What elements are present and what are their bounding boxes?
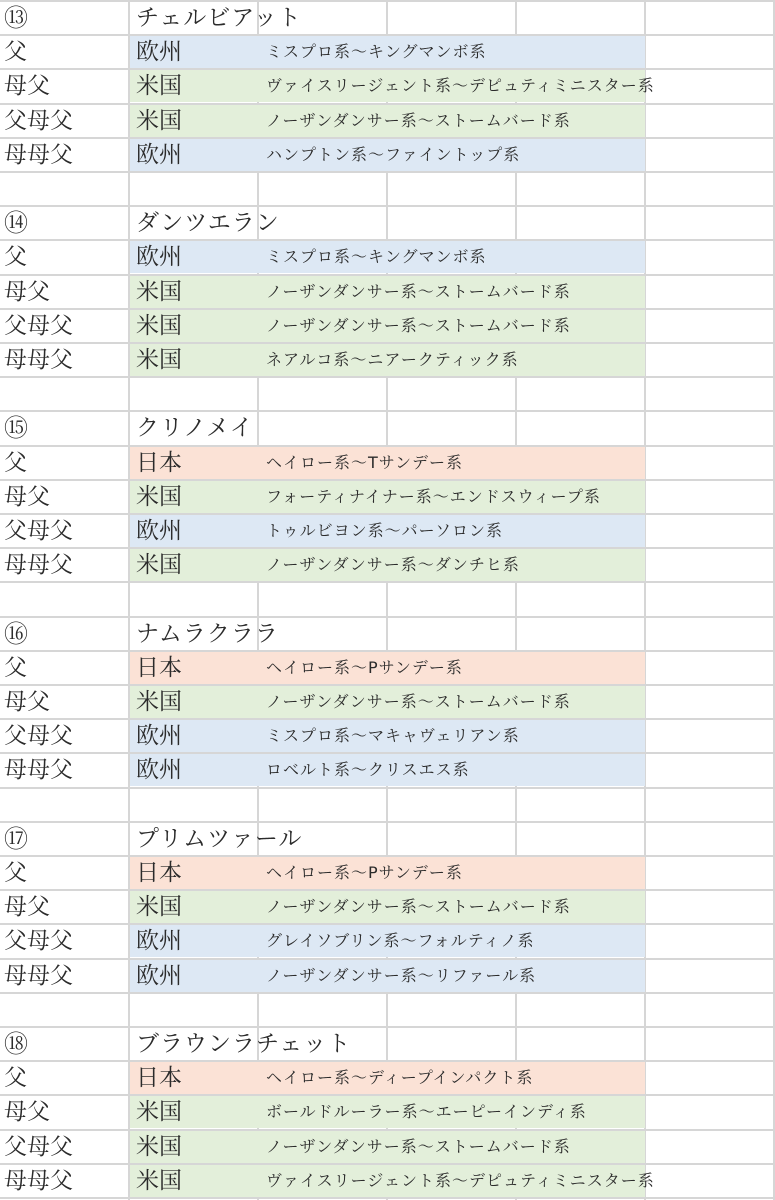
sire-line-text: ハンプトン系〜ファイントップ系 — [266, 144, 521, 164]
relation-label: 母父 — [4, 689, 50, 715]
region-label: 欧州 — [136, 518, 182, 544]
region-label: 米国 — [136, 1133, 182, 1160]
relation-label: 父 — [4, 39, 27, 66]
sire-line-text: ヘイロー系〜Pサンデー系 — [266, 863, 463, 882]
sire-line-text: グレイソブリン系〜フォルティノ系 — [266, 931, 535, 951]
relation-label: 父母父 — [4, 312, 73, 339]
horse-number: ⑱ — [4, 1030, 28, 1058]
region-label: 欧州 — [136, 928, 182, 955]
horse-number: ⑮ — [4, 414, 28, 443]
sire-line-text: ボールドルーラー系〜エーピーインディ系 — [266, 1102, 587, 1122]
sire-line-text: ネアルコ系〜ニアークティック系 — [266, 350, 519, 369]
region-label: 米国 — [136, 347, 182, 373]
horse-name: ナムラクララ — [136, 620, 279, 647]
region-label: 米国 — [136, 483, 182, 510]
sire-line-text: ミスプロ系〜キングマンボ系 — [266, 42, 487, 62]
sire-line-text: ヴァイスリージェント系〜デピュティミニスター系 — [266, 1170, 655, 1190]
relation-label: 父母父 — [4, 928, 73, 955]
relation-label: 母母父 — [4, 347, 73, 373]
region-label: 米国 — [136, 1167, 182, 1194]
grid-row-line — [0, 821, 775, 823]
sire-line-text: ノーザンダンサー系〜リファール系 — [266, 965, 537, 985]
relation-label: 父母父 — [4, 107, 73, 134]
region-label: 日本 — [136, 654, 182, 681]
sire-line-text: ヘイロー系〜Pサンデー系 — [266, 657, 463, 677]
region-label: 米国 — [136, 312, 182, 339]
horse-number: ⑰ — [4, 824, 28, 853]
region-label: 欧州 — [136, 39, 182, 66]
horse-number: ⑯ — [4, 619, 28, 648]
grid-row-line — [0, 1026, 775, 1028]
grid-column-line — [644, 0, 646, 1200]
sire-line-text: ミスプロ系〜キングマンボ系 — [266, 247, 487, 267]
region-label: 日本 — [136, 449, 182, 476]
region-label: 日本 — [136, 860, 182, 886]
sire-line-text: ヘイロー系〜Tサンデー系 — [266, 452, 463, 472]
sire-line-text: ノーザンダンサー系〜ストームバード系 — [266, 1136, 571, 1156]
sire-line-text: ノーザンダンサー系〜ストームバード系 — [266, 281, 571, 301]
relation-label: 母父 — [4, 894, 50, 921]
region-label: 米国 — [136, 689, 182, 715]
sire-line-text: ノーザンダンサー系〜ストームバード系 — [266, 110, 571, 130]
grid-column-line — [386, 0, 388, 1200]
relation-label: 父 — [4, 860, 27, 886]
horse-name: クリノメイ — [136, 415, 254, 442]
grid-row-line — [0, 616, 775, 618]
region-label: 欧州 — [136, 141, 182, 168]
relation-label: 母母父 — [4, 552, 73, 579]
relation-label: 母母父 — [4, 962, 73, 989]
sire-line-text: ノーザンダンサー系〜ストームバード系 — [266, 897, 571, 917]
region-label: 日本 — [136, 1065, 182, 1092]
relation-label: 母父 — [4, 278, 50, 305]
grid-row-line — [0, 410, 775, 412]
horse-name: ダンツエラン — [136, 210, 280, 237]
horse-number: ⑬ — [4, 4, 28, 32]
region-label: 米国 — [136, 1099, 182, 1126]
region-label: 米国 — [136, 107, 182, 134]
region-label: 米国 — [136, 552, 182, 579]
region-label: 米国 — [136, 278, 182, 305]
relation-label: 母父 — [4, 73, 50, 100]
horse-name: ブラウンラチェット — [136, 1031, 352, 1057]
grid-column-line — [515, 0, 517, 1200]
relation-label: 母父 — [4, 1099, 50, 1126]
region-label: 欧州 — [136, 244, 182, 271]
grid-column-line — [257, 0, 259, 1200]
region-label: 欧州 — [136, 757, 182, 784]
relation-label: 母父 — [4, 483, 50, 510]
relation-label: 父母父 — [4, 723, 73, 750]
horse-name: プリムツァール — [136, 825, 303, 852]
sire-line-text: トゥルビヨン系〜パーソロン系 — [266, 521, 503, 540]
relation-label: 母母父 — [4, 1167, 73, 1194]
sire-line-text: ノーザンダンサー系〜ストームバード系 — [266, 692, 571, 711]
sire-line-text: ノーザンダンサー系〜ダンチヒ系 — [266, 555, 520, 575]
sire-line-text: ノーザンダンサー系〜ストームバード系 — [266, 315, 571, 335]
relation-label: 父母父 — [4, 1133, 73, 1160]
relation-label: 父 — [4, 654, 27, 681]
region-label: 欧州 — [136, 723, 182, 750]
relation-label: 父母父 — [4, 518, 73, 544]
grid-row-line — [0, 205, 775, 207]
horse-number: ⑭ — [4, 209, 28, 238]
relation-label: 父 — [4, 449, 27, 476]
sire-line-text: ミスプロ系〜マキャヴェリアン系 — [266, 726, 520, 746]
relation-label: 母母父 — [4, 757, 73, 784]
region-label: 米国 — [136, 73, 182, 100]
sire-line-text: ヘイロー系〜ディープインパクト系 — [266, 1068, 534, 1088]
relation-label: 父 — [4, 244, 27, 271]
sire-line-text: フォーティナイナー系〜エンドスウィープ系 — [266, 486, 601, 506]
relation-label: 母母父 — [4, 141, 73, 168]
region-label: 欧州 — [136, 962, 182, 989]
region-label: 米国 — [136, 894, 182, 921]
sire-line-text: ヴァイスリージェント系〜デピュティミニスター系 — [266, 76, 655, 96]
relation-label: 父 — [4, 1065, 27, 1092]
grid-row-line — [0, 0, 775, 2]
horse-name: チェルビアット — [136, 5, 302, 31]
sire-line-text: ロベルト系〜クリスエス系 — [266, 760, 470, 780]
grid-column-line — [128, 0, 130, 1200]
